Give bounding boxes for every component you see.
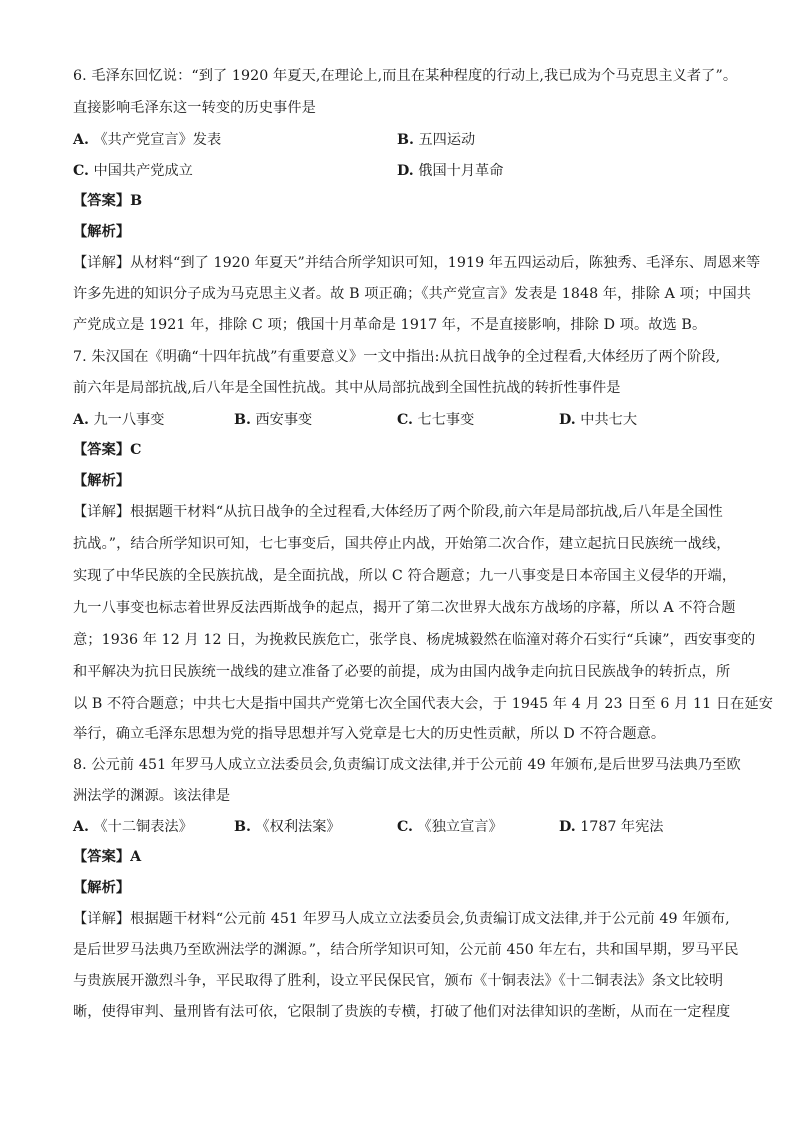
q7-detail-line-8: 举行，确立毛泽东思想为党的指导思想并写入党章是七大的历史性贡献，所以 D 不符合题意。 (73, 726, 666, 742)
q6-stem-line-2: 直接影响毛泽东这一转变的历史事件是 (73, 100, 316, 116)
q7-detail-line-7: 以 B 不符合题意；中共七大是指中国共产党第七次全国代表大会，于 1945 年 4 月 23 日至 6 月 11 日在延安 (73, 696, 774, 712)
q8-detail-line-2: 是后世罗马法典乃至欧洲法学的渊源。”，结合所学知识可知，公元前 450 年左右，共和国早期，罗马平民 (73, 942, 739, 958)
q7-stem-line-1: 7. 朱汉国在《明确“十四年抗战”有重要意义》一文中指出:从抗日战争的全过程看,大体经历了两个阶段, (73, 349, 721, 365)
q8-detail-line-4: 晰，使得审判、量刑皆有法可依，它限制了贵族的专横，打破了他们对法律知识的垄断，从而在一定程度 (73, 1004, 731, 1020)
answer-value: A (130, 849, 142, 865)
q8-answer (73, 847, 753, 867)
answer-tag: 【答案】 (73, 442, 131, 458)
q6-detail-line-3: 产党成立是 1921 年，排除 C 项；俄国十月革命是 1917 年，不是直接影响，排除 D 项。故选 B。 (73, 317, 707, 333)
q6-analysis-tag: 【解析】 (73, 224, 131, 240)
q8-option-d: D. 1787 年宪法 (559, 819, 664, 835)
q6-option-c: C. 中国共产党成立 (73, 163, 193, 179)
q8-detail-line-1: 【详解】根据题干材料“公元前 451 年罗马人成立立法委员会,负责编订成文法律,并于公元前 49 年颁布, (73, 911, 730, 927)
q6-option-b: B. 五四运动 (397, 132, 476, 148)
q7-option-d: D. 中共七大 (559, 412, 638, 428)
q8-option-c: C. 《独立宣言》 (397, 819, 503, 835)
q7-stem-line-2: 前六年是局部抗战,后八年是全国性抗战。其中从局部抗战到全国性抗战的转折性事件是 (73, 380, 621, 396)
q7-detail-line-6: 和平解决为抗日民族统一战线的建立准备了必要的前提，成为由国内战争走向抗日民族战争的转折点，所 (73, 664, 731, 680)
q7-detail-line-5: 意；1936 年 12 月 12 日，为挽救民族危亡，张学良、杨虎城毅然在临潼对蒋介石实行“兵谏”，西安事变的 (73, 632, 756, 648)
q6-detail-line-2: 许多先进的知识分子成为马克思主义者。故 B 项正确；《共产党宣言》发表是 1848 年，排除 A 项；中国共 (73, 286, 752, 302)
q8-option-a: A. 《十二铜表法》 (73, 819, 193, 835)
q6-answer (73, 191, 753, 211)
q7-option-a: A. 九一八事变 (73, 412, 165, 428)
q8-analysis-tag: 【解析】 (73, 880, 131, 896)
q6-option-d: D. 俄国十月革命 (397, 163, 504, 179)
q7-detail-line-1: 【详解】根据题干材料“从抗日战争的全过程看,大体经历了两个阶段,前六年是局部抗战,后八年是全国性 (73, 504, 723, 520)
q8-option-b: B. 《权利法案》 (234, 819, 341, 835)
q7-option-b: B. 西安事变 (234, 412, 313, 428)
q8-detail-line-3: 与贵族展开激烈斗争，平民取得了胜利，设立平民保民官，颁布《十铜表法》《十二铜表法》条文比较明 (73, 973, 724, 989)
answer-tag: 【答案】 (73, 849, 131, 865)
q6-detail-line-1: 【详解】从材料“到了 1920 年夏天”并结合所学知识可知，1919 年五四运动后，陈独秀、毛泽东、周恩来等 (73, 255, 761, 271)
q7-detail-line-2: 抗战。”，结合所学知识可知，七七事变后，国共停止内战，开始第二次合作，建立起抗日民族统一战线， (73, 536, 731, 552)
answer-tag: 【答案】 (73, 193, 131, 209)
q8-stem-line-1: 8. 公元前 451 年罗马人成立立法委员会,负责编订成文法律,并于公元前 49 年颁布,是后世罗马法典乃至欧 (73, 757, 741, 773)
q8-stem-line-2: 洲法学的渊源。该法律是 (73, 788, 231, 804)
q7-option-c: C. 七七事变 (397, 412, 475, 428)
q6-stem-line-1: 6. 毛泽东回忆说：“到了 1920 年夏天,在理论上,而且在某种程度的行动上,我已成为个马克思主义者了”。 (73, 68, 738, 84)
q7-detail-line-3: 实现了中华民族的全民族抗战，是全面抗战，所以 C 符合题意；九一八事变是日本帝国主义侵华的开端， (73, 568, 737, 584)
answer-value: B (130, 193, 143, 209)
q7-answer (73, 440, 753, 460)
q6-option-a: A. 《共产党宣言》发表 (73, 132, 222, 148)
q7-analysis-tag: 【解析】 (73, 473, 131, 489)
answer-value: C (130, 442, 142, 458)
q7-detail-line-4: 九一八事变也标志着世界反法西斯战争的起点，揭开了第二次世界大战东方战场的序幕，所以 A 不符合题 (73, 600, 736, 616)
